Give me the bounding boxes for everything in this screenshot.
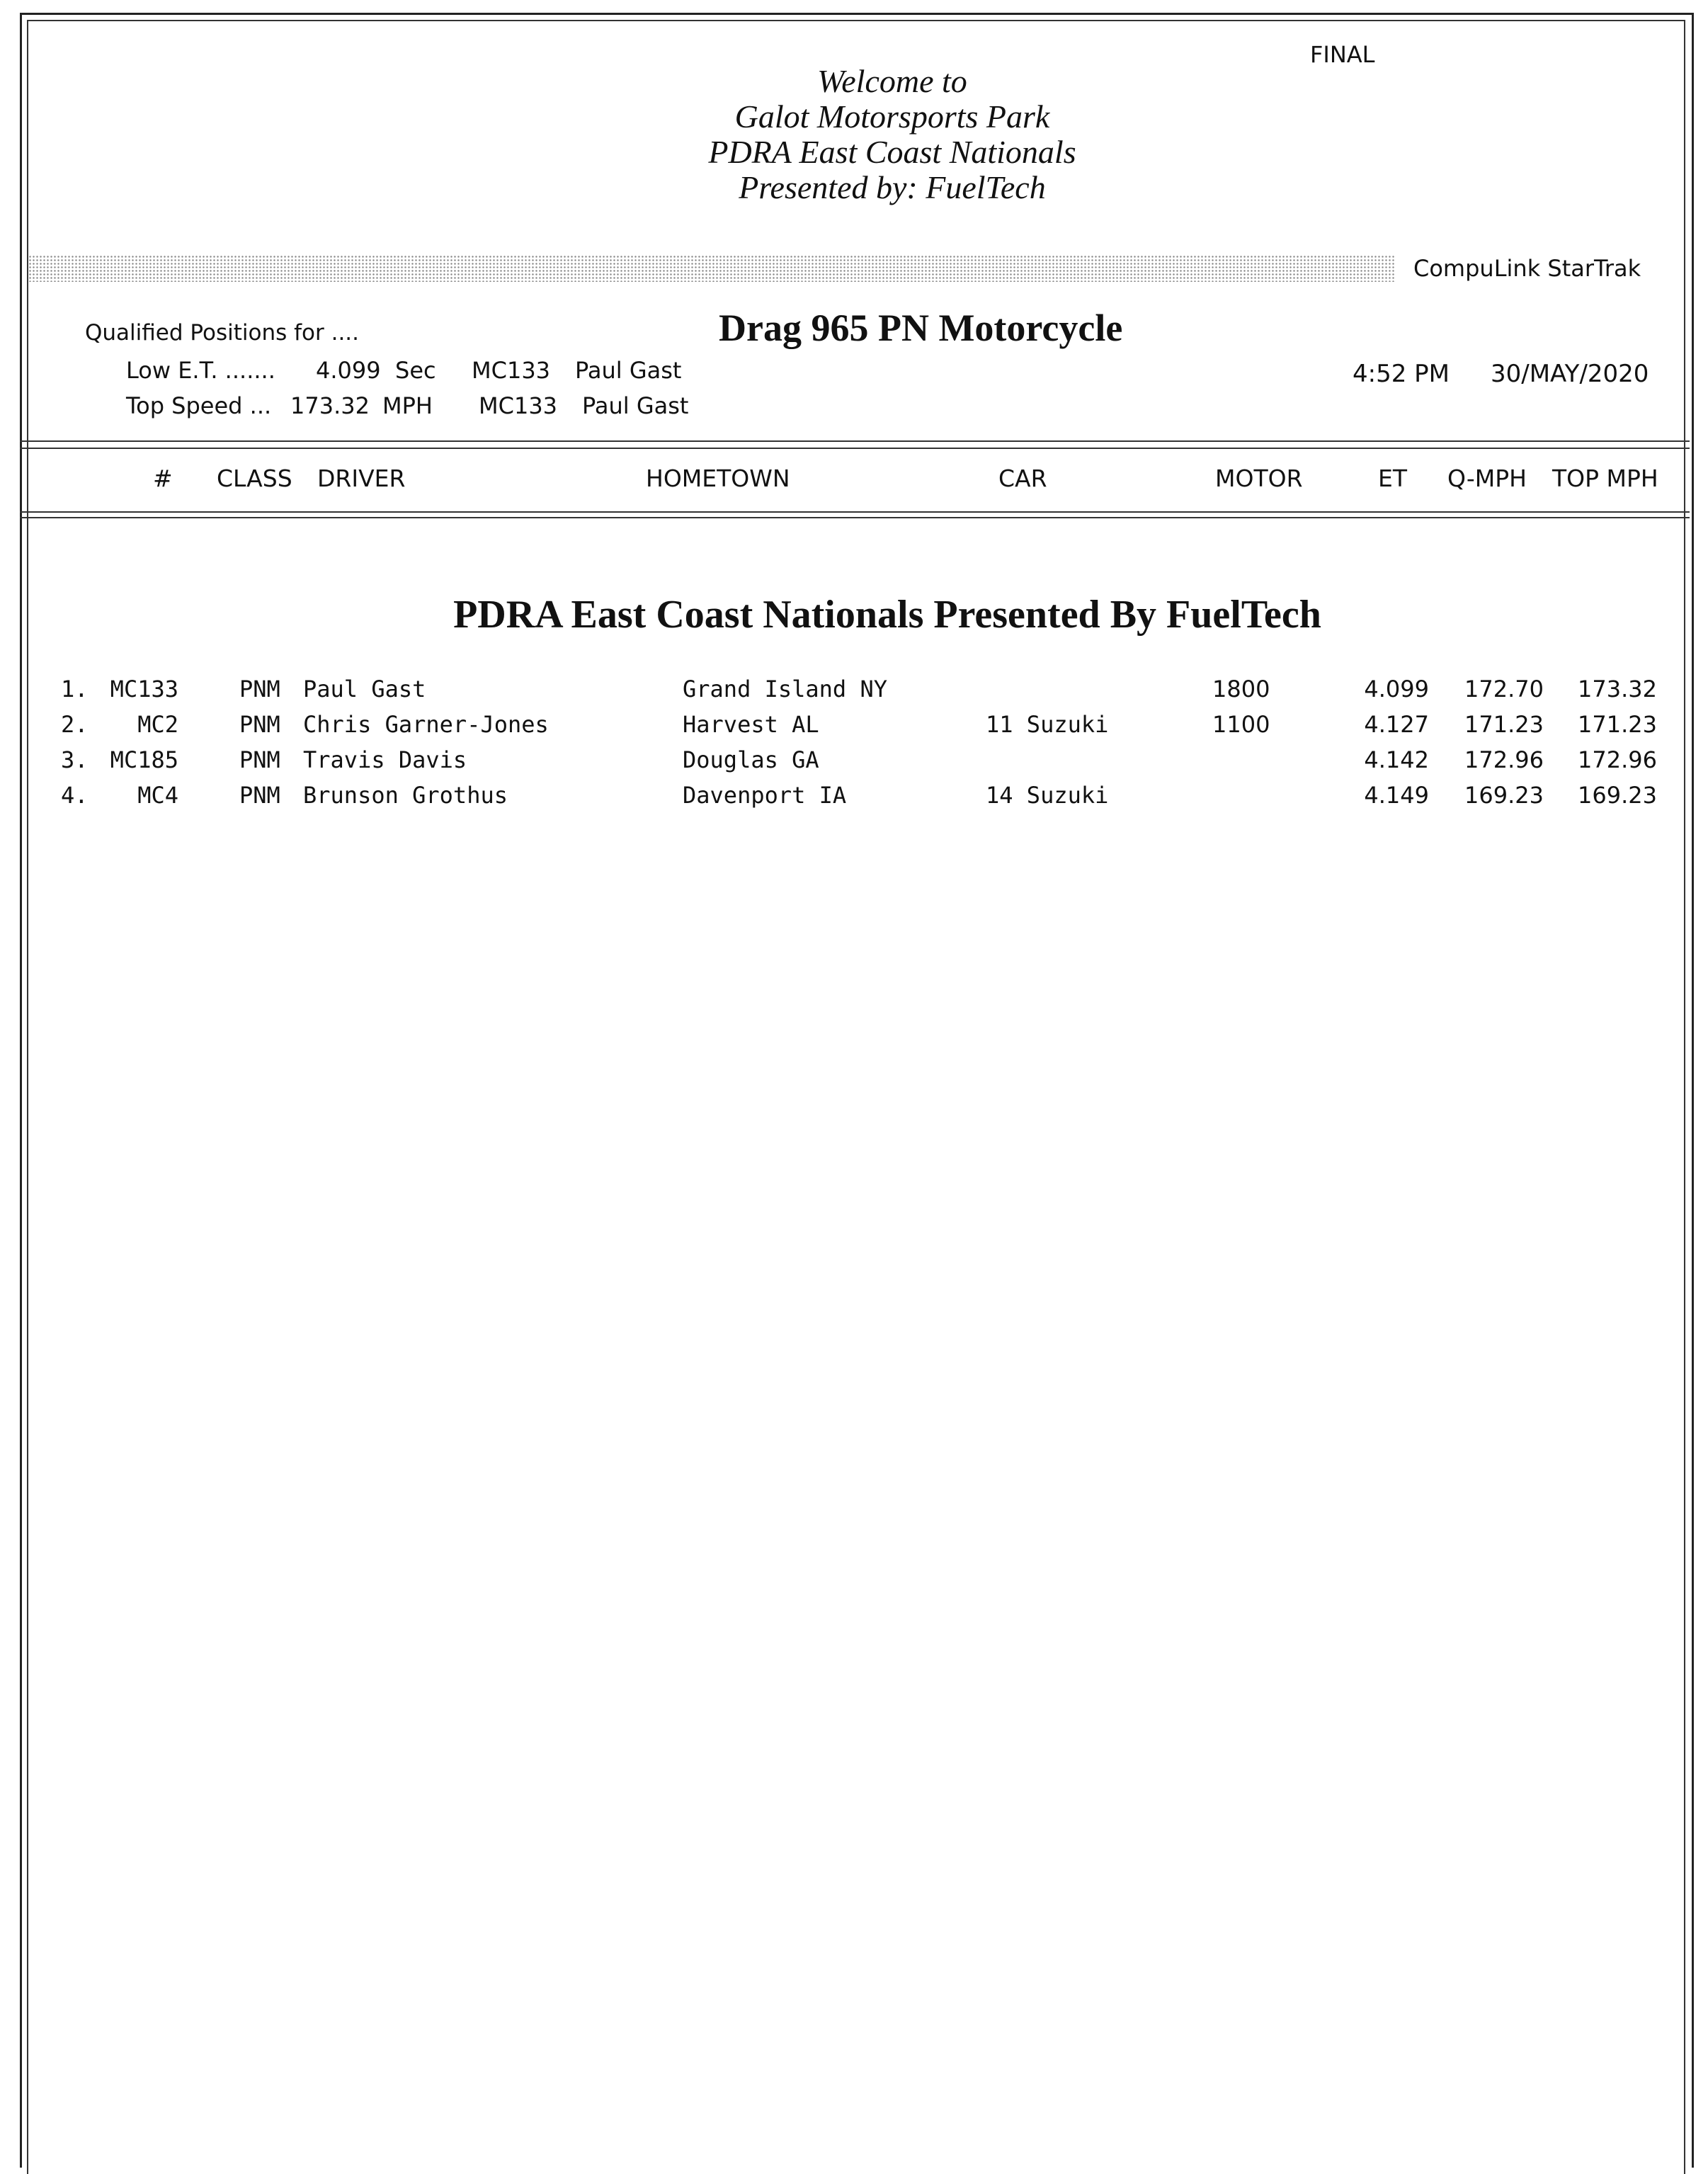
event-banner: PDRA East Coast Nationals Presented By FuelTech (453, 593, 1321, 637)
topmph-cell: 169.23 (1578, 782, 1657, 809)
et-cell: 4.142 (1364, 746, 1429, 773)
header-rule (20, 517, 1690, 518)
number-cell: MC2 (137, 711, 178, 738)
topmph-cell: 171.23 (1578, 711, 1657, 738)
qmph-cell: 172.70 (1464, 676, 1544, 702)
column-header-topmph: TOP MPH (1552, 465, 1658, 492)
hometown-cell: Harvest AL (683, 711, 819, 738)
qualified-positions-label: Qualified Positions for .... (85, 320, 360, 346)
qmph-cell: 171.23 (1464, 711, 1544, 738)
welcome-line: PDRA East Coast Nationals (708, 134, 1076, 170)
header-rule (20, 511, 1690, 513)
welcome-line: Presented by: FuelTech (739, 169, 1046, 205)
low-et-number: MC133 (472, 357, 551, 384)
topmph-cell: 173.32 (1578, 676, 1657, 702)
welcome-block (0, 64, 1708, 205)
low-et-driver: Paul Gast (575, 357, 682, 384)
et-cell: 4.149 (1364, 782, 1429, 809)
table-row (0, 676, 1708, 711)
table-row (0, 782, 1708, 817)
top-speed-value: 173.32 (290, 392, 370, 419)
number-cell: MC4 (137, 782, 178, 809)
number-cell: MC185 (110, 746, 178, 773)
table-row (0, 711, 1708, 746)
hometown-cell: Davenport IA (683, 782, 847, 809)
qmph-cell: 169.23 (1464, 782, 1544, 809)
column-header-driver: DRIVER (317, 465, 406, 492)
welcome-line: Galot Motorsports Park (734, 98, 1050, 135)
driver-cell: Travis Davis (303, 746, 467, 773)
hometown-cell: Douglas GA (683, 746, 819, 773)
low-et-label: Low E.T. ....... (126, 357, 275, 384)
report-time: 4:52 PM (1353, 360, 1450, 388)
low-et-value: 4.099 (316, 357, 381, 384)
et-cell: 4.127 (1364, 711, 1429, 738)
event-title: Drag 965 PN Motorcycle (719, 307, 1123, 349)
top-speed-unit: MPH (382, 392, 433, 419)
top-speed-number: MC133 (479, 392, 558, 419)
header-rule (20, 448, 1690, 449)
column-header-et: ET (1378, 465, 1408, 492)
low-et-unit: Sec (395, 357, 436, 384)
qmph-cell: 172.96 (1464, 746, 1544, 773)
report-date: 30/MAY/2020 (1491, 360, 1649, 388)
position-cell: 3. (61, 746, 89, 773)
number-cell: MC133 (110, 676, 178, 702)
driver-cell: Chris Garner-Jones (303, 711, 549, 738)
car-cell: 14 Suzuki (986, 782, 1109, 809)
column-header-motor: MOTOR (1215, 465, 1303, 492)
column-header-qmph: Q-MPH (1447, 465, 1527, 492)
class-cell: PNM (239, 676, 280, 702)
position-cell: 4. (61, 782, 89, 809)
motor-cell: 1100 (1212, 711, 1270, 738)
position-cell: 1. (61, 676, 89, 702)
column-header-hometown: HOMETOWN (646, 465, 790, 492)
et-cell: 4.099 (1364, 676, 1429, 702)
table-row (0, 746, 1708, 782)
car-cell: 11 Suzuki (986, 711, 1109, 738)
vendor-label: CompuLink StarTrak (1413, 255, 1641, 282)
column-header-car: CAR (998, 465, 1047, 492)
column-header-class: CLASS (217, 465, 292, 492)
header-rule (20, 440, 1690, 442)
hometown-cell: Grand Island NY (683, 676, 887, 702)
driver-cell: Brunson Grothus (303, 782, 508, 809)
dotted-divider (28, 255, 1395, 282)
column-header-num: # (153, 465, 173, 492)
class-cell: PNM (239, 711, 280, 738)
welcome-line: Welcome to (817, 63, 967, 99)
class-cell: PNM (239, 782, 280, 809)
topmph-cell: 172.96 (1578, 746, 1657, 773)
top-speed-driver: Paul Gast (582, 392, 689, 419)
motor-cell: 1800 (1212, 676, 1270, 702)
top-speed-label: Top Speed ... (126, 392, 272, 419)
driver-cell: Paul Gast (303, 676, 426, 702)
position-cell: 2. (61, 711, 89, 738)
class-cell: PNM (239, 746, 280, 773)
status-label: FINAL (1310, 41, 1375, 68)
